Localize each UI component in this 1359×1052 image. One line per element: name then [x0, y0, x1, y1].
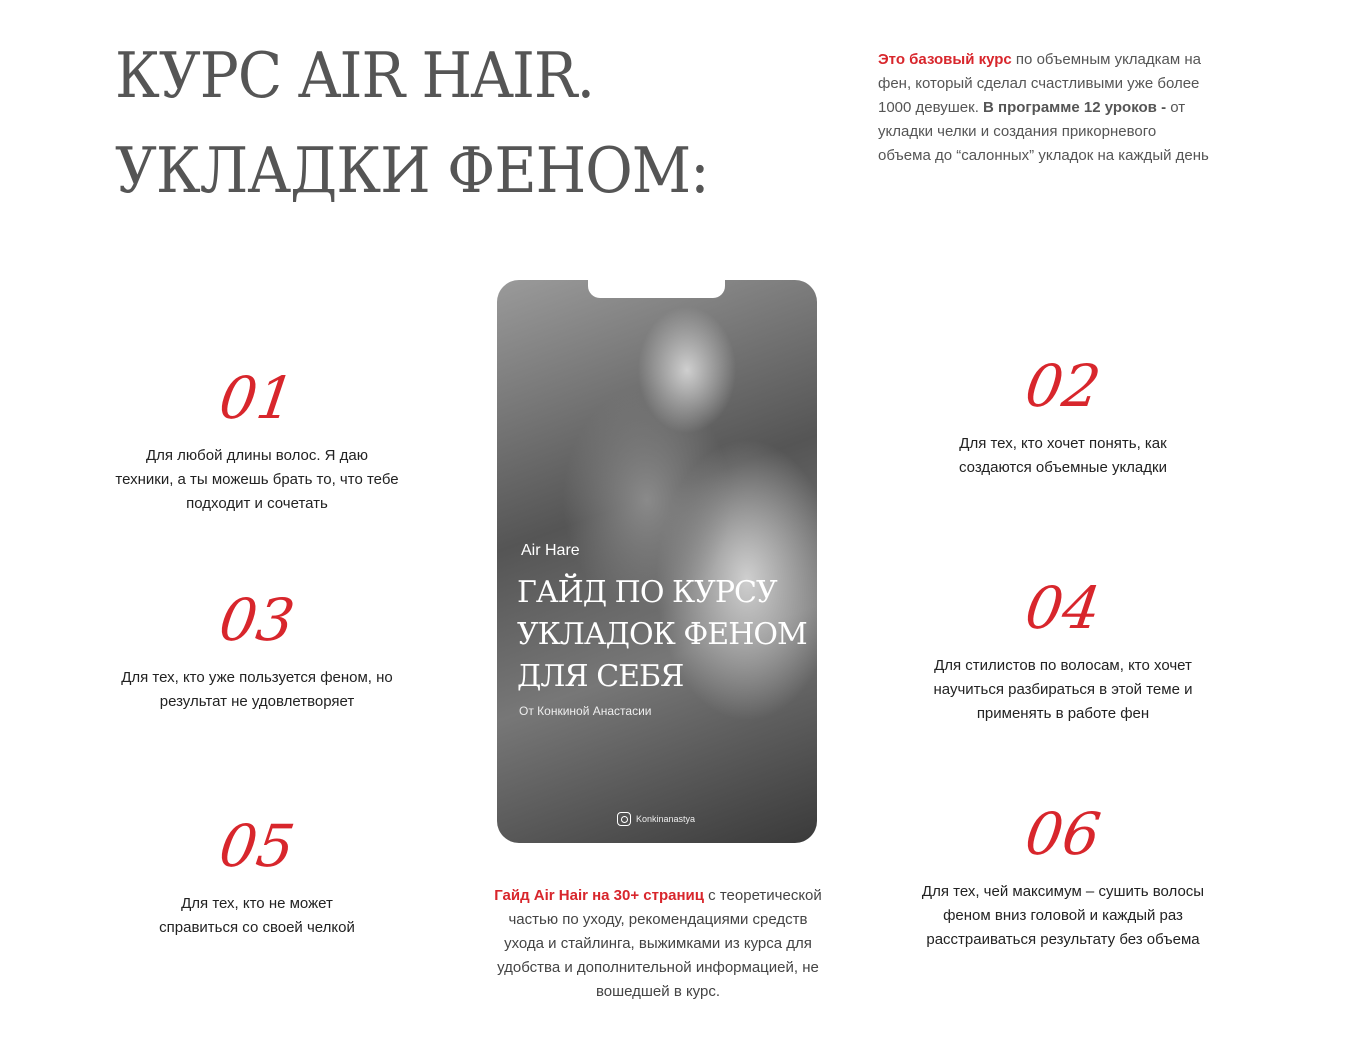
guide-title: ГАЙД ПО КУРСУ УКЛАДОК ФЕНОМ ДЛЯ СЕБЯ	[517, 575, 807, 694]
guide-author: От Конкиной Анастасии	[519, 704, 652, 718]
feature-item-06	[903, 802, 1223, 952]
guide-text: с теоретической частью по уходу, рекомендациями средств ухода и стайлинга, выжимками из курса для удобства и дополнительной информацией, не вошедшей в курс.	[497, 887, 822, 1000]
item-number: 02	[1021, 352, 1105, 420]
item-text: Для любой длины волос. Я даю техники, а ты можешь брать то, что тебе подходит и сочетать	[115, 447, 399, 512]
title-line-1: КУРС AIR HAIR.	[115, 38, 595, 113]
item-text: Для тех, чей максимум – сушить волосы феном вниз головой и каждый раз расстраиваться результату без объема	[921, 883, 1205, 948]
item-number: 04	[1021, 574, 1105, 642]
instagram-handle	[617, 812, 695, 826]
intro-bold: В программе 12 уроков -	[983, 99, 1167, 116]
guide-highlight: Гайд Air Hair на 30+ страниц	[494, 887, 704, 904]
feature-item-05	[97, 814, 417, 940]
feature-item-01	[97, 366, 417, 516]
intro-text	[878, 48, 1213, 168]
guide-description	[490, 884, 826, 1004]
guide-brand: Air Hare	[521, 542, 580, 559]
feature-item-02	[903, 354, 1223, 480]
intro-part: от укладки челки и создания прикорневого объема до “салонных” укладок на каждый день	[878, 99, 1209, 164]
feature-item-04	[903, 576, 1223, 726]
item-text: Для тех, кто хочет понять, как создаются объемные укладки	[959, 435, 1167, 476]
item-text: Для стилистов по волосам, кто хочет научиться разбираться в этой теме и применять в работе фен	[933, 657, 1193, 722]
feature-item-03	[97, 588, 417, 714]
item-number: 06	[1021, 800, 1105, 868]
item-number: 03	[215, 586, 299, 654]
instagram-label: Konkinanastya	[636, 814, 696, 824]
phone-notch	[588, 280, 725, 298]
item-number: 01	[215, 364, 299, 432]
item-text: Для тех, кто не может справиться со своей челкой	[159, 895, 355, 936]
phone-mockup-guide-cover	[497, 280, 817, 843]
item-text: Для тех, кто уже пользуется феном, но результат не удовлетворяет	[121, 669, 393, 710]
intro-part: по объемным укладкам на фен, который сделал счастливыми уже более 1000 девушек.	[878, 51, 1201, 116]
title-line-2: УКЛАДКИ ФЕНОМ:	[115, 133, 709, 208]
item-number: 05	[215, 812, 299, 880]
page-title	[115, 28, 709, 218]
instagram-icon	[617, 812, 631, 826]
intro-highlight: Это базовый курс	[878, 51, 1012, 68]
